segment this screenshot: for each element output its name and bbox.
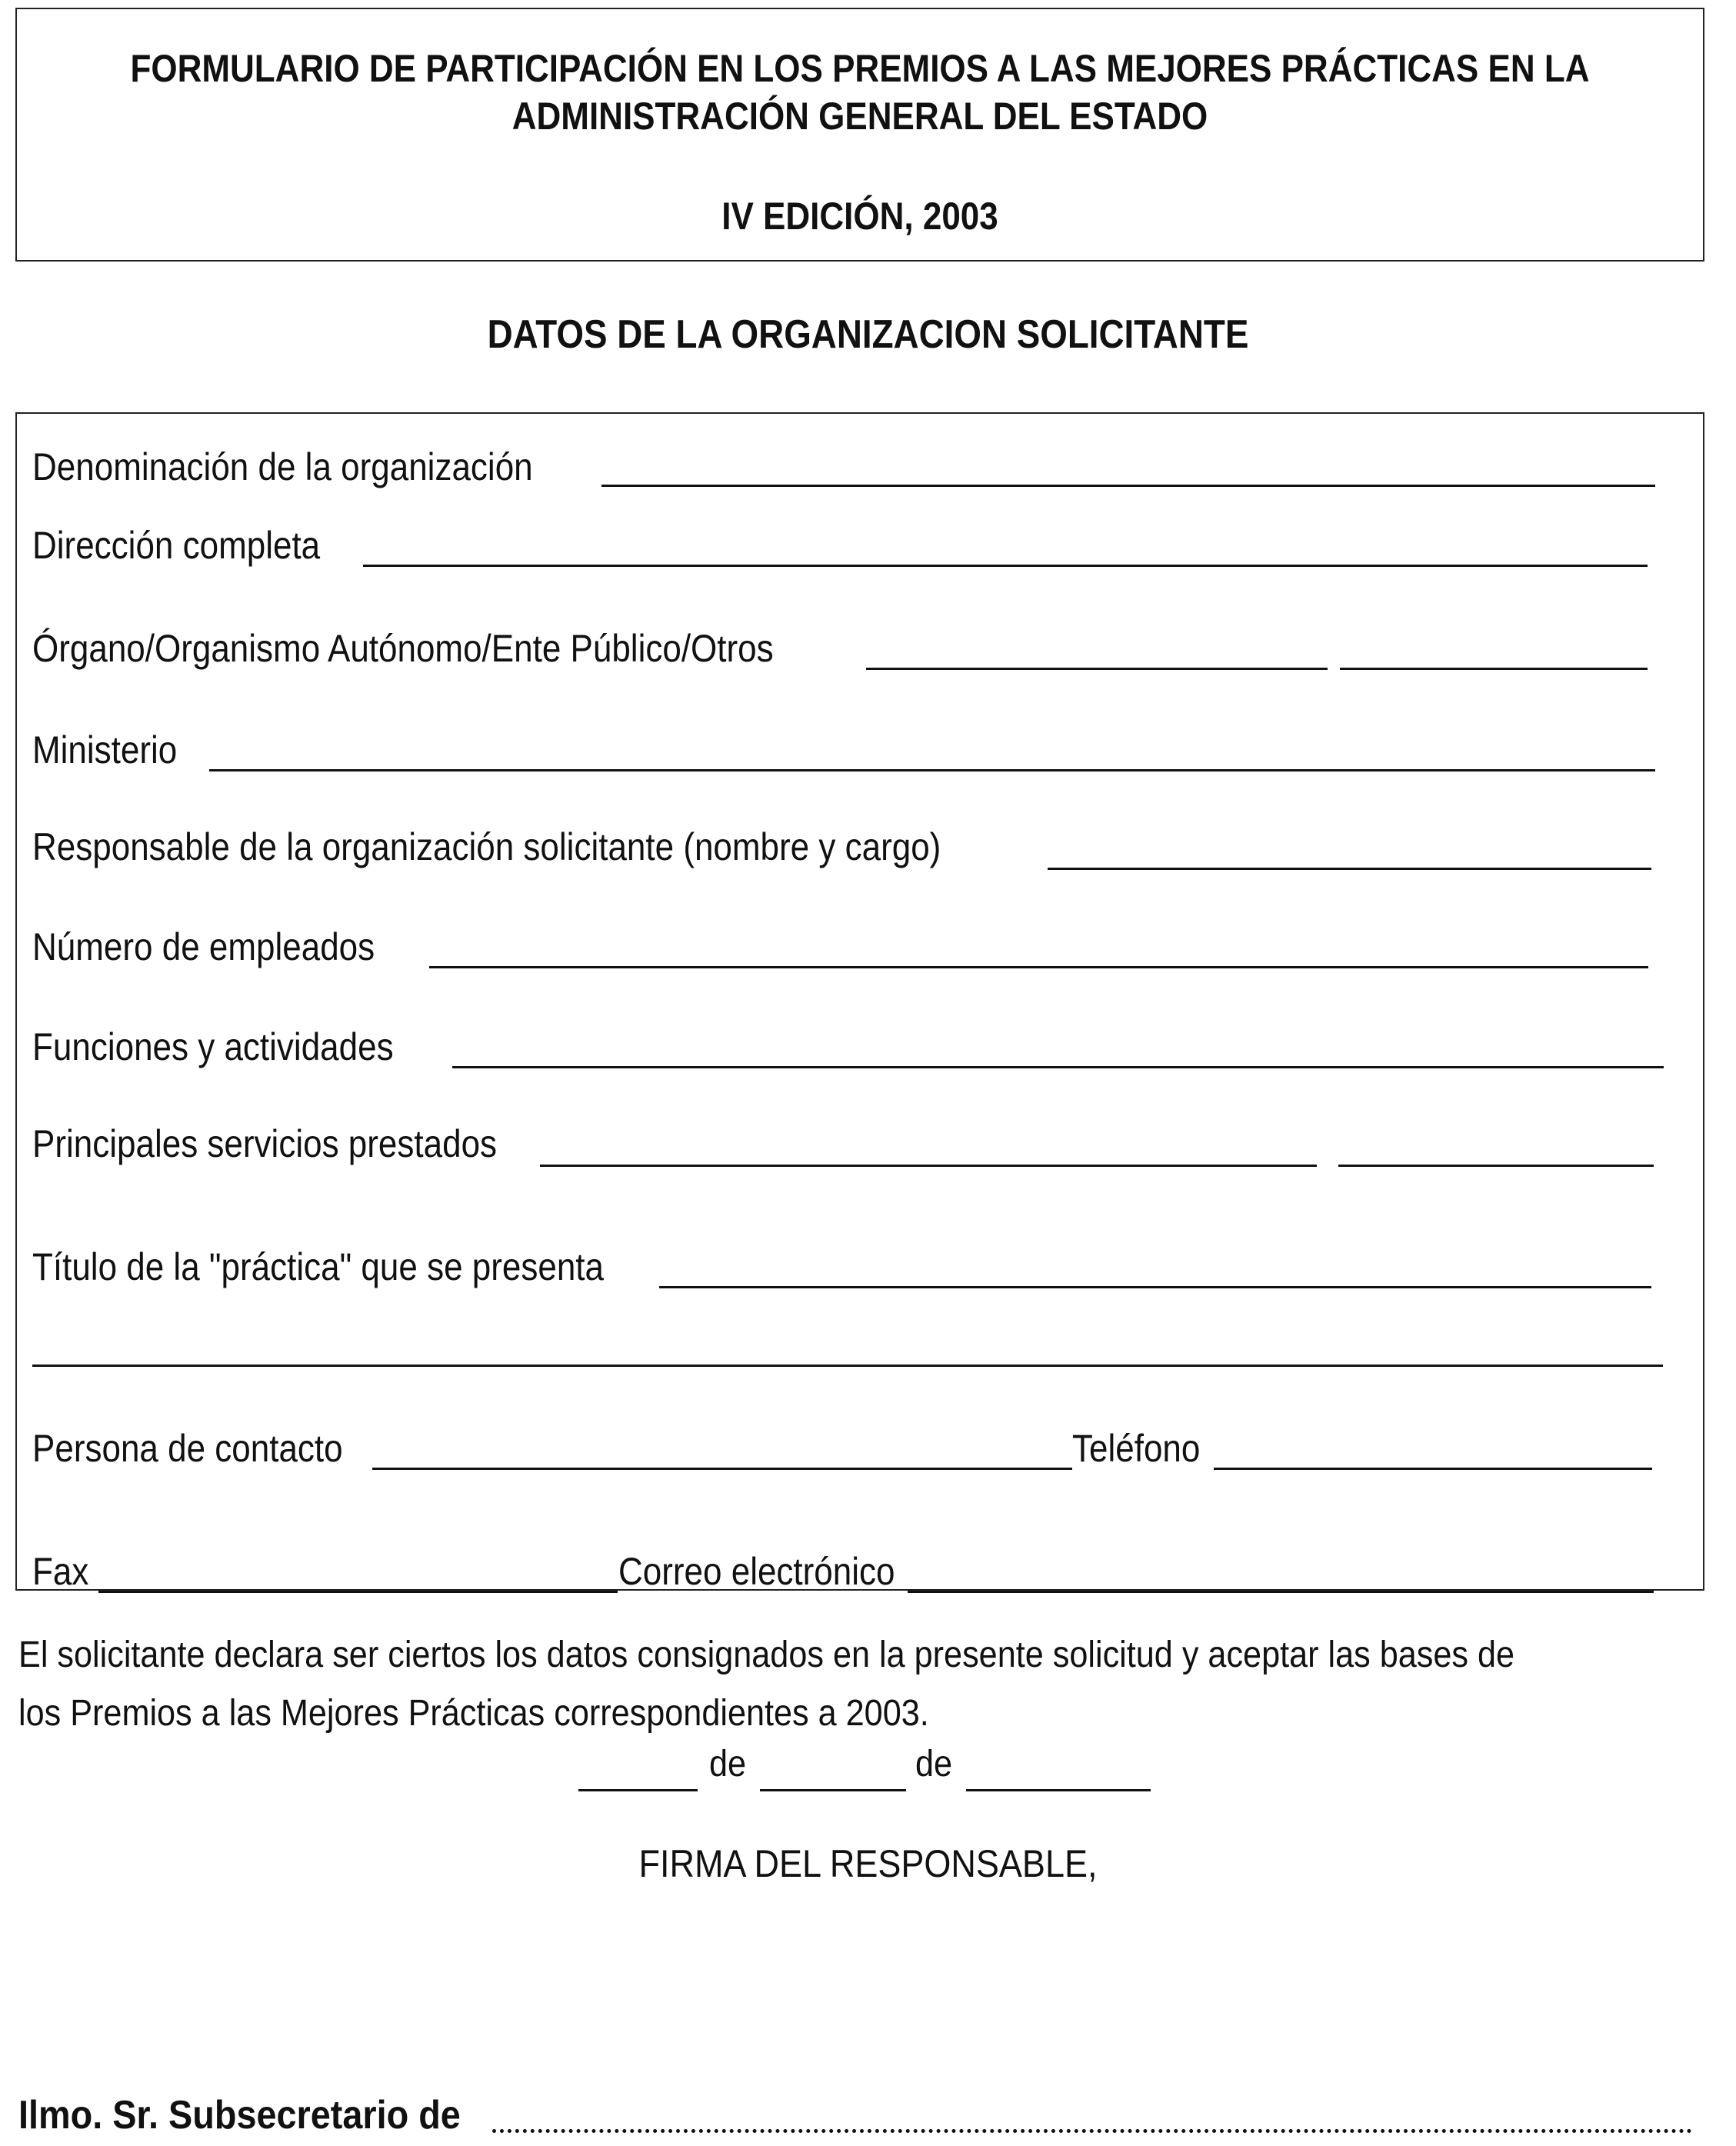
responsable-field[interactable] (1048, 868, 1651, 870)
denominacion-field[interactable] (601, 485, 1655, 487)
titulo-practica-field-line2[interactable] (32, 1365, 1663, 1367)
declaration-line1: El solicitante declara ser ciertos los datos consignados en la presente solicitud y aceptar las bases de (18, 1634, 1515, 1675)
ministerio-label: Ministerio (32, 728, 178, 771)
correo-field[interactable] (908, 1591, 1654, 1593)
ministerio-field[interactable] (209, 769, 1655, 771)
telefono-label: Teléfono (1072, 1427, 1201, 1470)
funciones-label: Funciones y actividades (32, 1025, 394, 1068)
direccion-field[interactable] (363, 565, 1648, 567)
empleados-field[interactable] (429, 966, 1648, 968)
section-title: DATOS DE LA ORGANIZACION SOLICITANTE (487, 312, 1249, 357)
date-de-2: de (915, 1744, 953, 1784)
applicant-data-form (15, 412, 1704, 1591)
telefono-field[interactable] (1214, 1468, 1652, 1470)
edition-label: IV EDICIÓN, 2003 (721, 195, 998, 238)
date-year-field[interactable] (966, 1789, 1151, 1791)
signature-label: FIRMA DEL RESPONSABLE, (638, 1842, 1098, 1885)
declaration-line2: los Premios a las Mejores Prácticas correspondientes a 2003. (18, 1693, 929, 1734)
organo-label: Órgano/Organismo Autónomo/Ente Público/Otros (32, 627, 774, 670)
titulo-practica-label: Título de la "práctica" que se presenta (32, 1245, 604, 1288)
titulo-practica-field[interactable] (659, 1286, 1651, 1288)
servicios-field[interactable] (540, 1165, 1317, 1167)
date-de-1: de (709, 1744, 747, 1784)
organo-field-extra[interactable] (1340, 668, 1648, 670)
denominacion-label: Denominación de la organización (32, 445, 533, 488)
date-day-field[interactable] (578, 1789, 698, 1791)
persona-contacto-label: Persona de contacto (32, 1427, 343, 1470)
servicios-label: Principales servicios prestados (32, 1122, 498, 1165)
correo-label: Correo electrónico (618, 1550, 895, 1593)
addressee-label: Ilmo. Sr. Subsecretario de (18, 2093, 461, 2138)
funciones-field[interactable] (452, 1066, 1664, 1068)
fax-field[interactable] (98, 1591, 618, 1593)
direccion-label: Dirección completa (32, 524, 321, 567)
empleados-label: Número de empleados (32, 925, 375, 968)
date-month-field[interactable] (760, 1789, 906, 1791)
responsable-label: Responsable de la organización solicitante (nombre y cargo) (32, 825, 941, 868)
organo-field[interactable] (866, 668, 1328, 670)
form-title-line2: ADMINISTRACIÓN GENERAL DEL ESTADO (511, 95, 1208, 138)
addressee-field[interactable] (492, 2129, 1692, 2133)
persona-contacto-field[interactable] (372, 1468, 1072, 1470)
servicios-field-extra[interactable] (1338, 1165, 1654, 1167)
fax-label: Fax (32, 1550, 89, 1593)
form-title-box (15, 8, 1704, 262)
form-title-line1: FORMULARIO DE PARTICIPACIÓN EN LOS PREMIOS A LAS MEJORES PRÁCTICAS EN LA (130, 47, 1590, 90)
